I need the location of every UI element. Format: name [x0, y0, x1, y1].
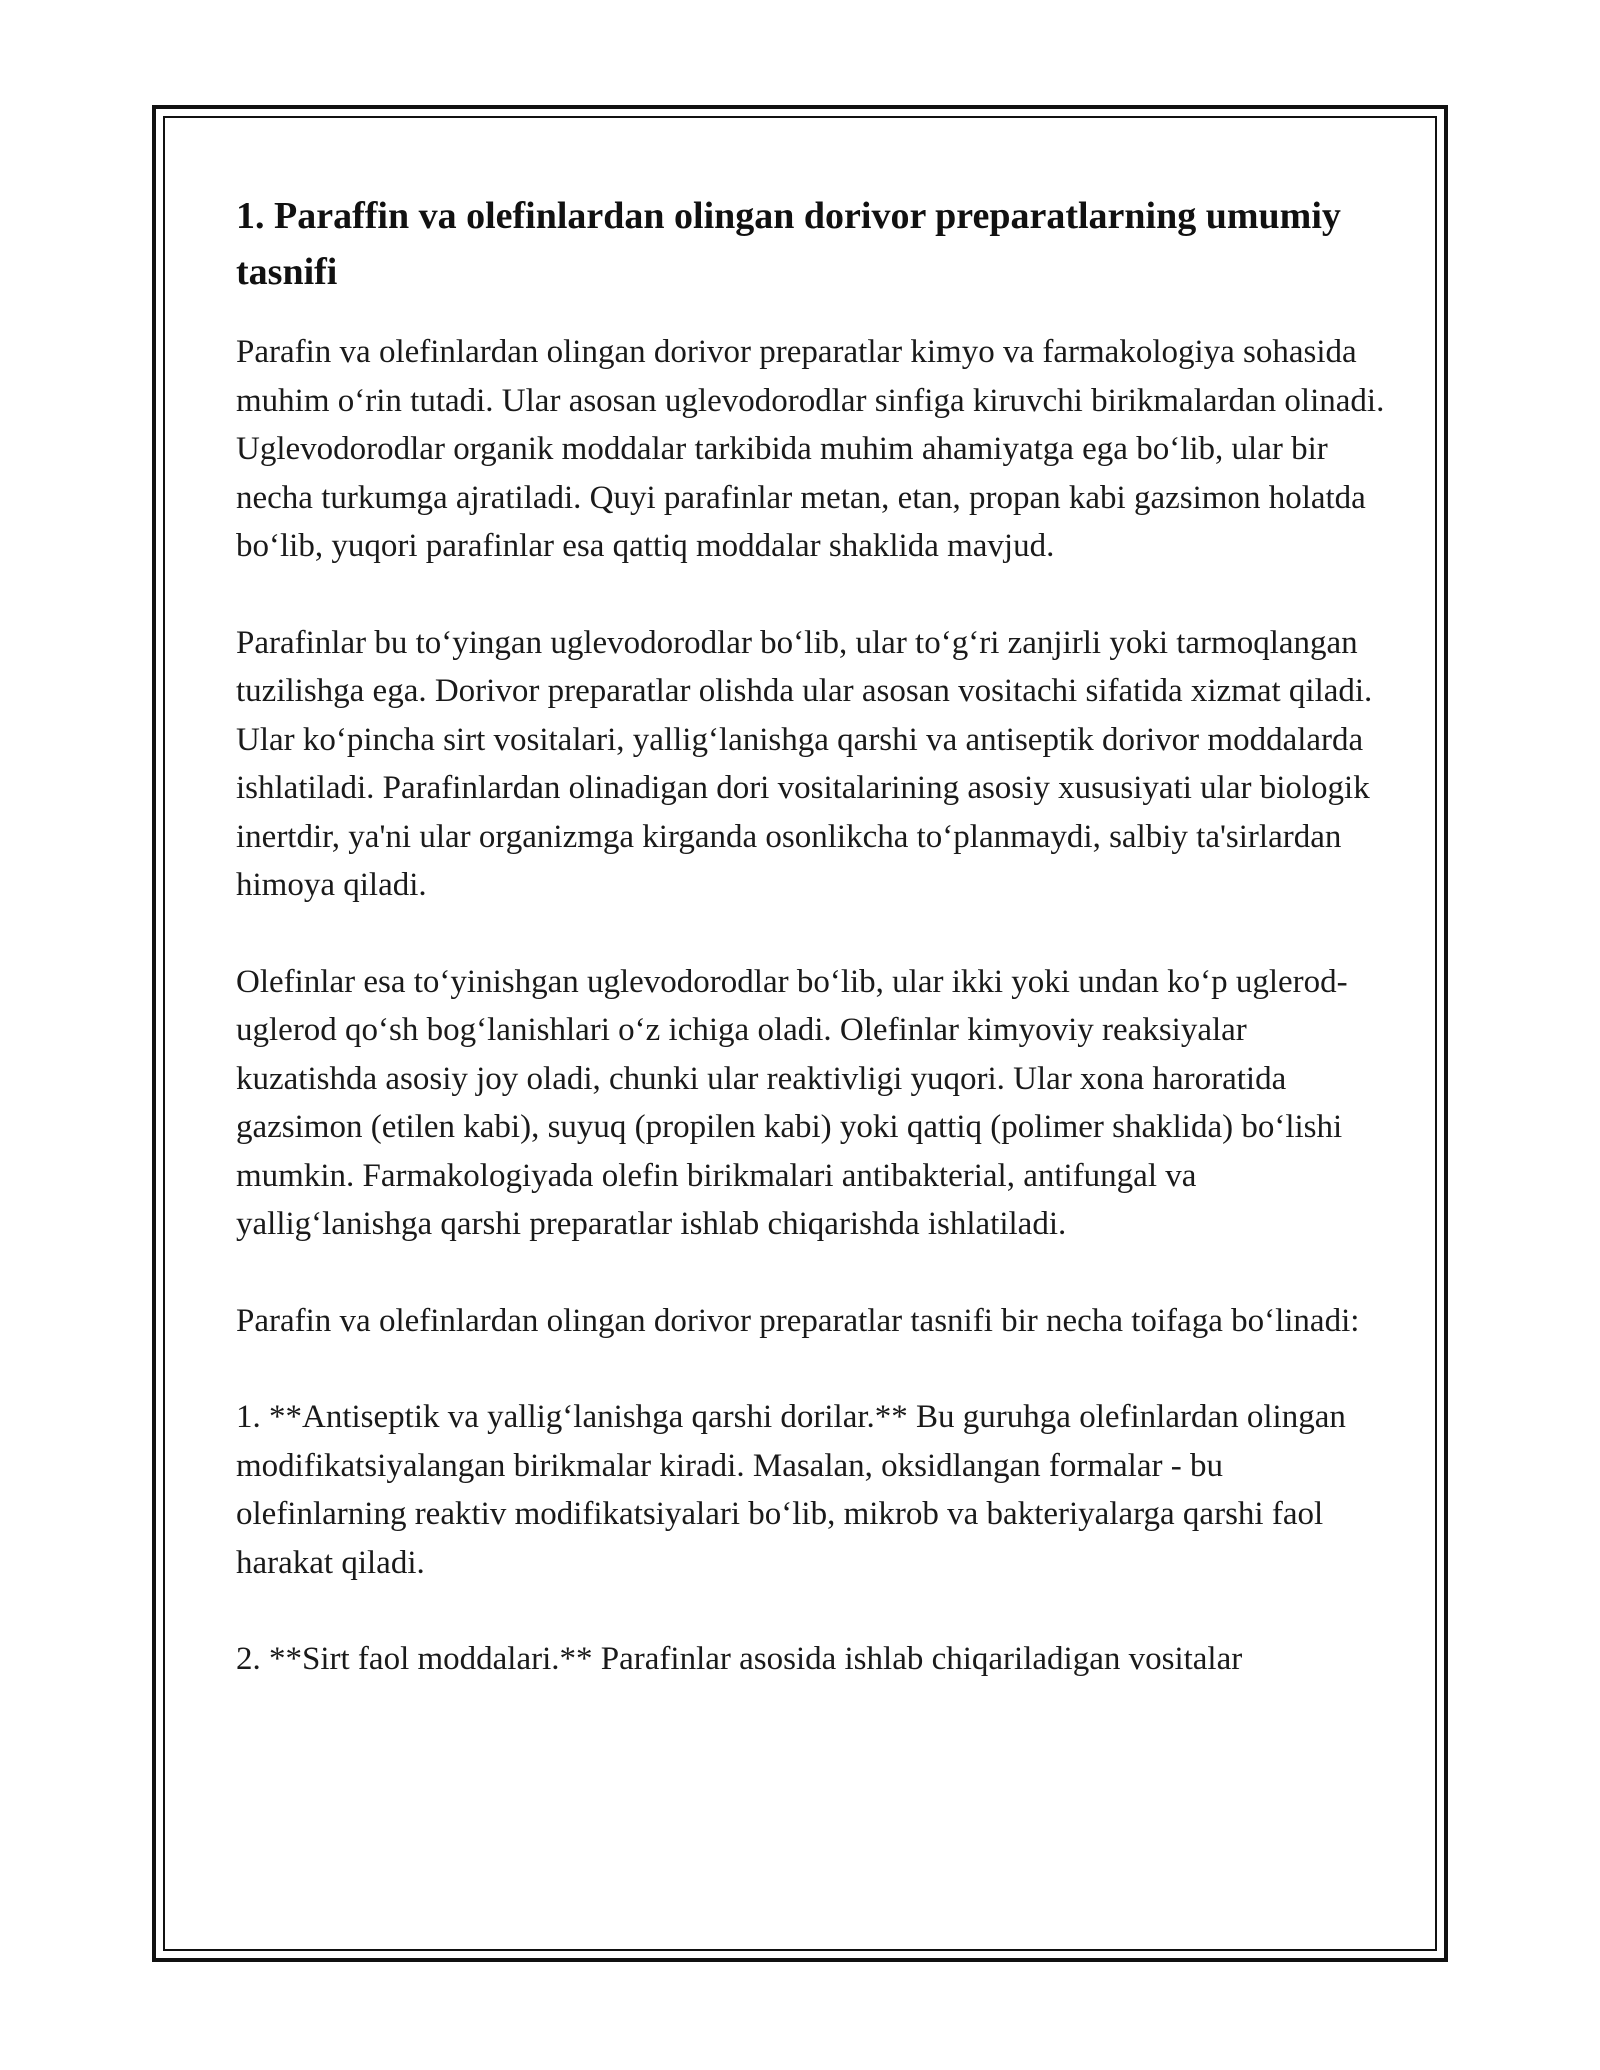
section-heading: 1. Paraffin va olefinlardan olingan dorivor preparatlarning umumiy tasnifi	[236, 195, 1341, 293]
paragraph-paraffins: Parafinlar bu toʻyingan uglevodorodlar boʻlib, ular toʻgʻri zanjirli yoki tarmoqlangan tuzilishga ega. Dorivor preparatlar olishda ular asosan vositachi sifatida xizmat qiladi. Ular koʻpincha sirt vositalari, yalligʻlanishga qarshi va antiseptik dorivor moddalarda ishlatiladi. Parafinlardan olinadigan dori vositalarining asosiy xususiyati ular biologik inertdir, ya'ni ular organizmga kirganda osonlikcha toʻplanmaydi, salbiy ta'sirlardan himoya qiladi.	[236, 624, 1373, 903]
paragraph-classification: Parafin va olefinlardan olingan dorivor preparatlar tasnifi bir necha toifaga boʻlinadi:	[236, 1302, 1360, 1339]
list-item-antiseptic: 1. **Antiseptik va yalligʻlanishga qarshi dorilar.** Bu guruhga olefinlardan olingan modifikatsiyalangan birikmalar kiradi. Masalan, oksidlangan formalar - bu olefinlarning reaktiv modifikatsiyalari boʻlib, mikrob va bakteriyalarga qarshi faol harakat qiladi.	[236, 1399, 1346, 1581]
list-item-surfactants: 2. **Sirt faol moddalari.** Parafinlar asosida ishlab chiqariladigan vositalar	[236, 1641, 1243, 1677]
paragraph-intro: Parafin va olefinlardan olingan dorivor preparatlar kimyo va farmakologiya sohasida muhim oʻrin tutadi. Ular asosan uglevodorodlar sinfiga kiruvchi birikmalardan olinadi. Uglevodorodlar organik moddalar tarkibida muhim ahamiyatga ega boʻlib, ular bir necha turkumga ajratiladi. Quyi parafinlar metan, etan, propan kabi gazsimon holatda boʻlib, yuqori parafinlar esa qattiq moddalar shaklida mavjud.	[236, 334, 1385, 564]
paragraph-olefins: Olefinlar esa toʻyinishgan uglevodorodlar boʻlib, ular ikki yoki undan koʻp uglerod-uglerod qoʻsh bogʻlanishlari oʻz ichiga oladi. Olefinlar kimyoviy reaksiyalar kuzatishda asosiy joy oladi, chunki ular reaktivligi yuqori. Ular xona haroratida gazsimon (etilen kabi), suyuq (propilen kabi) yoki qattiq (polimer shaklida) boʻlishi mumkin. Farmakologiyada olefin birikmalari antibakterial, antifungal va yalligʻlanishga qarshi preparatlar ishlab chiqarishda ishlatiladi.	[236, 963, 1348, 1242]
document-body	[236, 188, 1386, 1684]
